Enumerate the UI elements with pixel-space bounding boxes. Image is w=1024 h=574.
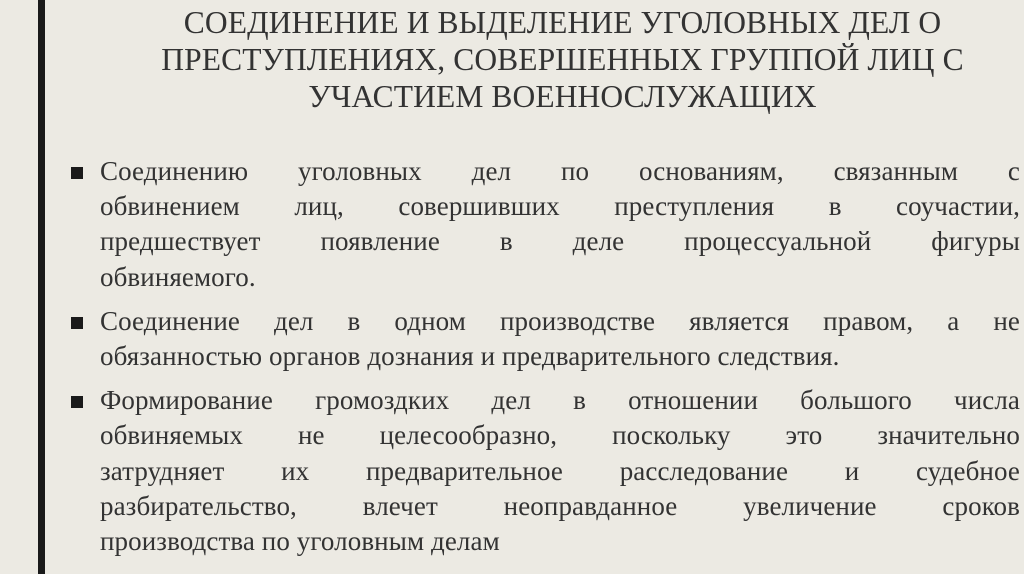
square-bullet-icon [71, 167, 83, 179]
title-line: СОЕДИНЕНИЕ И ВЫДЕЛЕНИЕ УГОЛОВНЫХ ДЕЛ О [183, 5, 942, 40]
bullet-text-line: предшествует появление в деле процессуальной фигуры [100, 226, 1020, 257]
bullet-item [100, 154, 1020, 295]
title-line: ПРЕСТУПЛЕНИЯХ, СОВЕРШЕННЫХ ГРУППОЙ ЛИЦ С [161, 42, 964, 77]
bullet-text-line: разбирательство, влечет неоправданное увеличение сроков [100, 490, 1020, 521]
bullet-list [100, 154, 1020, 568]
bullet-item [100, 383, 1020, 559]
bullet-text-line: обвиняемых не целесообразно, поскольку это значительно [100, 420, 1020, 451]
square-bullet-icon [71, 396, 83, 408]
bullet-text-line: Соединение дел в одном производстве является правом, а не [100, 305, 1020, 336]
bullet-text-line: обвиняемого. [100, 261, 256, 292]
bullet-text-line: Соединению уголовных дел по основаниям, связанным с [100, 156, 1020, 186]
left-accent-bar [38, 0, 45, 574]
bullet-text-line: Формирование громоздких дел в отношении большого числа [100, 385, 1020, 416]
bullet-text-line: затрудняет их предварительное расследование и судебное [100, 455, 1020, 486]
bullet-text-line: производства по уголовным делам [100, 526, 500, 557]
bullet-text-line: обвинением лиц, совершивших преступления в соучастии, [100, 191, 1020, 222]
bullet-item [100, 304, 1020, 374]
title-line: УЧАСТИЕМ ВОЕННОСЛУЖАЩИХ [308, 79, 817, 114]
slide-title [95, 4, 1024, 115]
square-bullet-icon [71, 317, 83, 329]
bullet-text-line: обязанностью органов дознания и предварительного следствия. [100, 341, 840, 372]
